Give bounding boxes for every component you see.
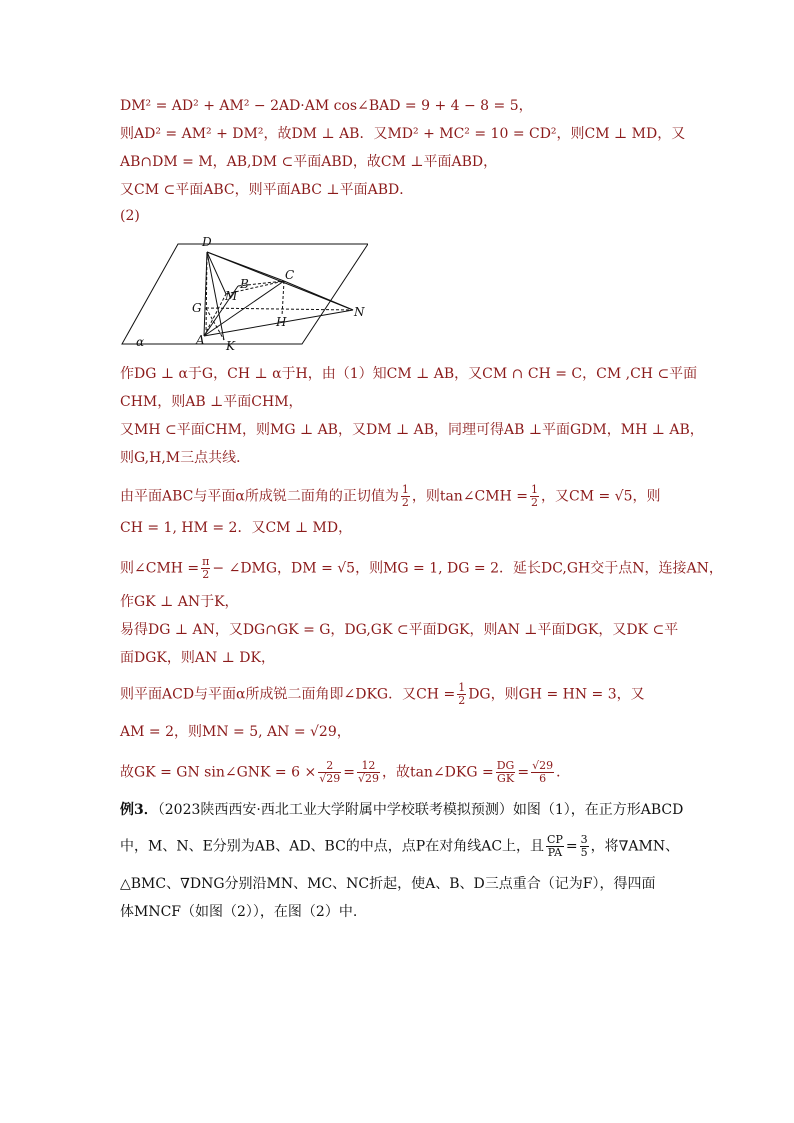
fraction: $\frac{1}{2}$ (401, 483, 409, 509)
fraction: $\frac{2}{√29}$ (319, 759, 341, 785)
fraction: $\frac{√29}{6}$ (532, 759, 554, 785)
text-line (120, 682, 645, 707)
text-line (120, 556, 723, 581)
text-line: △BMC、∇DNG分别沿MN、MC、NC折起，使A、B、D三点重合（记为F），得四面 (120, 876, 656, 892)
text-line: 作DG ⊥ α于G，CH ⊥ α于H，由（1）知CM ⊥ AB，又CM ∩ CH = C，CM ,CH ⊂平面 (120, 366, 698, 382)
text-line: 体MNCF（如图（2）），在图（2）中. (120, 904, 358, 920)
text-line: AB∩DM = M，AB,DM ⊂平面ABD，故CM ⊥平面ABD， (120, 154, 498, 170)
label-c: C (285, 268, 295, 282)
text-line: AM = 2，则MN = 5, AN = √29， (120, 724, 351, 740)
label-a: A (196, 333, 205, 347)
edge-ch (282, 281, 284, 316)
fraction: $\frac{CP}{PA}$ (547, 833, 563, 859)
label-b: B (240, 277, 249, 291)
text-run: DG，则GH = HN = 3，又 (468, 686, 645, 703)
text-run: ，又CM = √5，则 (540, 488, 661, 505)
label-alpha: α (136, 335, 145, 349)
text-run: ，则tan∠CMH = (411, 488, 528, 505)
text-line: 作GK ⊥ AN于K， (120, 594, 239, 610)
label-h: H (276, 315, 287, 329)
fraction: $\frac{12}{√29}$ (357, 759, 379, 785)
example-heading-line (120, 800, 683, 820)
edge-am (204, 294, 226, 336)
text-run: = (517, 764, 530, 781)
text-run: ，故tan∠DKG = (381, 764, 494, 781)
text-line: 则G,H,M三点共线． (120, 450, 251, 466)
text-run: ，将∇AMN、 (590, 838, 680, 855)
fraction: $\frac{1}{2}$ (458, 681, 466, 707)
text-line: 易得DG ⊥ AN，又DG∩GK = G，DG,GK ⊂平面DGK，则AN ⊥平面DGK，又DK ⊂平 (120, 622, 679, 638)
fraction: $\frac{\pi}{2}$ (202, 555, 210, 581)
text-run: 则∠CMH = (120, 560, 200, 577)
text-line: DM² = AD² + AM² − 2AD·AM cos∠BAD = 9 + 4 − 8 = 5， (120, 98, 533, 114)
text-run: （2023陕西西安·西北工业大学附属中学校联考模拟预测）如图（1），在正方形ABCD (157, 802, 684, 818)
text-line: 又CM ⊂平面ABC，则平面ABC ⊥平面ABD． (120, 182, 414, 198)
text-run: − ∠DMG，DM = √5，则MG = 1, DG = 2．延长DC,GH交于点N，连接AN， (212, 560, 723, 577)
label-d: D (202, 235, 212, 249)
text-line (120, 760, 570, 785)
part-label: (2) (120, 208, 140, 224)
text-line: 又MH ⊂平面CHM，则MG ⊥ AB，又DM ⊥ AB，同理可得AB ⊥平面GDM，MH ⊥ AB， (120, 422, 704, 438)
label-n: N (354, 305, 365, 319)
text-line: 则AD² = AM² + DM²，故DM ⊥ AB．又MD² + MC² = 10 = CD²，则CM ⊥ MD，又 (120, 126, 686, 142)
text-run: 由平面ABC与平面α所成锐二面角的正切值为 (120, 488, 399, 505)
label-m: M (225, 289, 238, 303)
text-line: CHM，则AB ⊥平面CHM， (120, 394, 303, 410)
text-run: 则平面ACD与平面α所成锐二面角即∠DKG．又CH = (120, 686, 456, 703)
label-g: G (192, 301, 202, 315)
text-line: 面DGK，则AN ⊥ DK， (120, 650, 275, 666)
edge-gn (206, 308, 353, 310)
text-run: 中，M、N、E分别为AB、AD、BC的中点，点P在对角线AC上，且 (120, 838, 545, 855)
text-line (120, 484, 661, 509)
fraction: $\frac{1}{2}$ (530, 483, 538, 509)
fraction: $\frac{3}{5}$ (580, 833, 588, 859)
fraction: $\frac{DG}{GK}$ (496, 759, 515, 785)
label-k: K (226, 339, 235, 353)
geometry-figure (118, 232, 368, 356)
text-line: CH = 1, HM = 2．又CM ⊥ MD， (120, 520, 353, 536)
text-run: 故GK = GN sin∠GNK = 6 × (120, 764, 317, 781)
text-line: 中，M、N、E分别为AB、AD、BC的中点，点P在对角线AC上，且 $\frac{CP}{PA}$ = $\frac{3}{5}$ ，将∇AMN、 (120, 833, 680, 859)
edge-dk (207, 252, 224, 340)
text-run: ． (556, 764, 571, 781)
example-label: 例3． (120, 802, 158, 818)
text-run: = (343, 764, 355, 781)
